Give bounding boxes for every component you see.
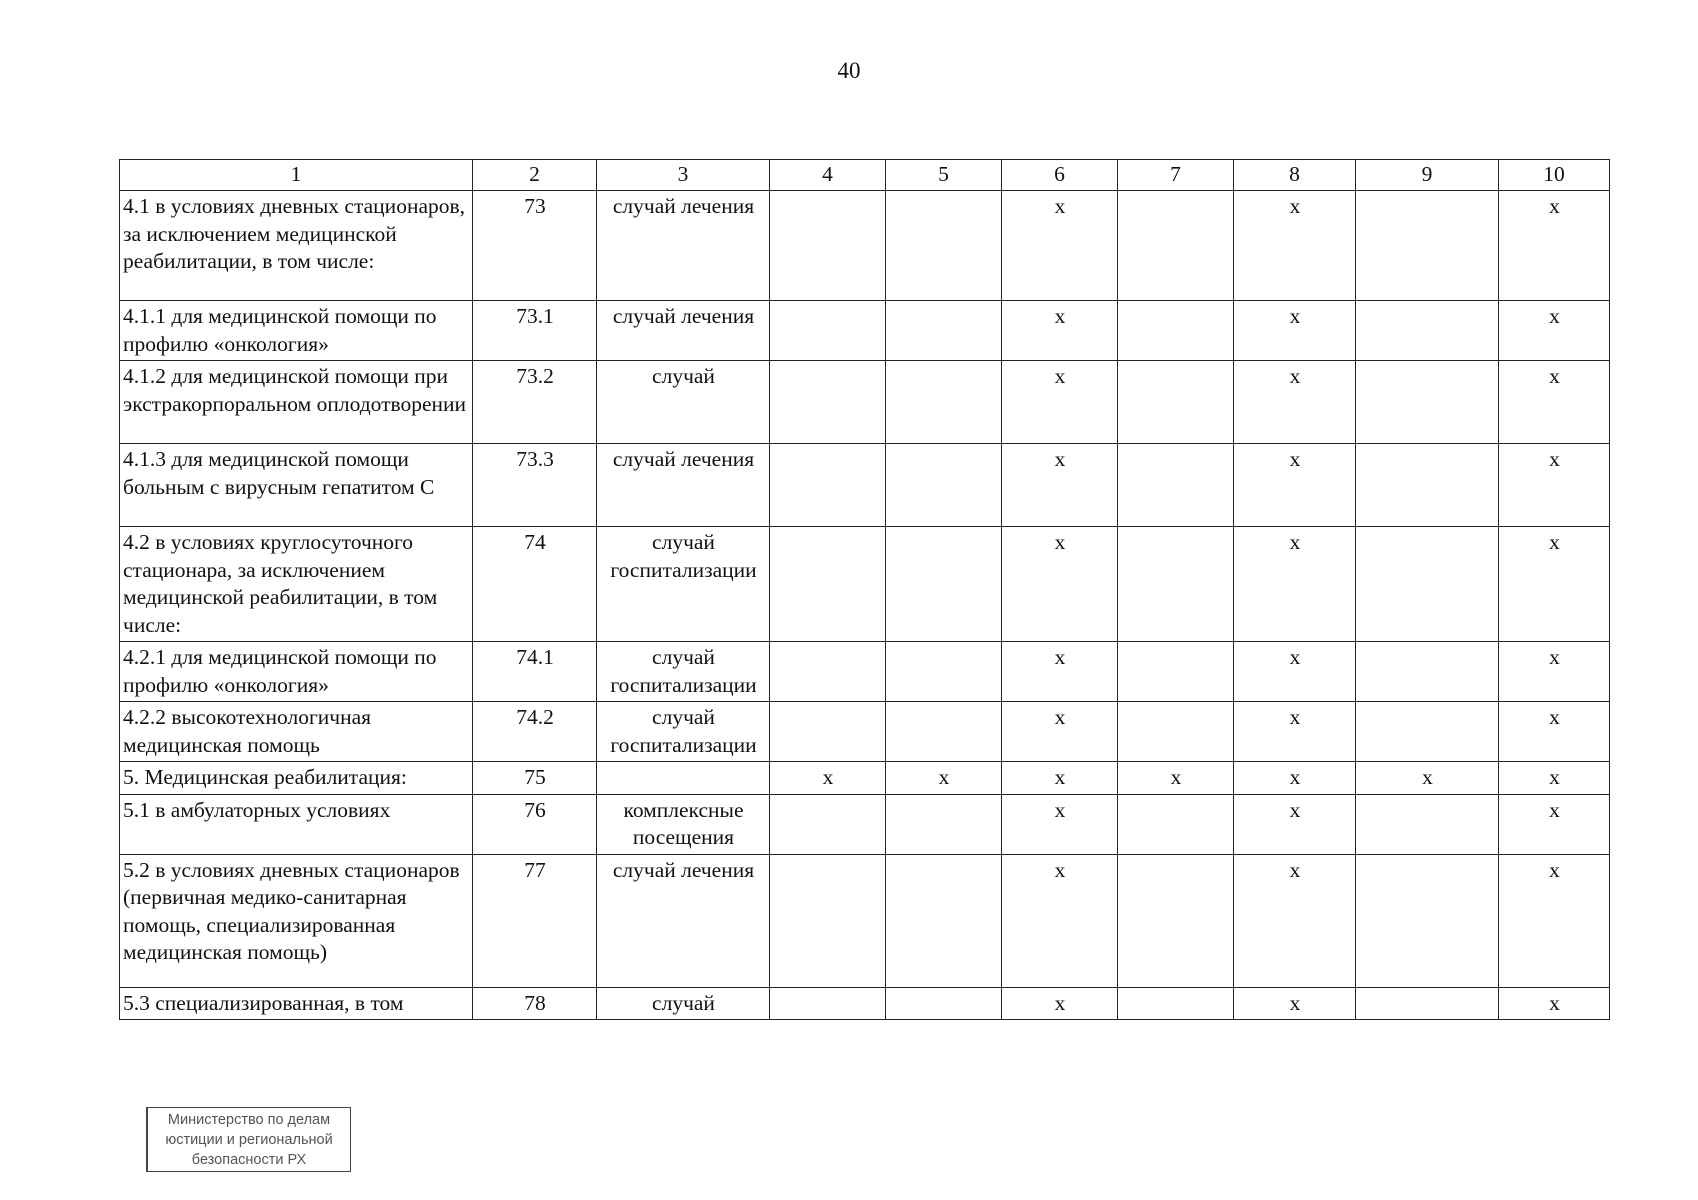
row-code-cell: 75 [473, 762, 597, 795]
value-cell: х [1499, 527, 1610, 642]
value-cell: х [1234, 361, 1356, 444]
value-cell [1118, 527, 1234, 642]
value-cell: х [1356, 762, 1499, 795]
page-number: 40 [837, 58, 861, 83]
row-code-cell: 73 [473, 191, 597, 301]
value-cell: х [1499, 301, 1610, 361]
row-name-cell: 5.3 специализированная, в том [120, 987, 473, 1020]
value-cell: х [1499, 642, 1610, 702]
table-row [120, 987, 1610, 1020]
table-body [120, 191, 1610, 1020]
value-cell: х [1234, 444, 1356, 527]
value-cell [886, 527, 1002, 642]
column-header: 9 [1356, 160, 1499, 191]
value-cell: х [1499, 794, 1610, 854]
value-cell [770, 702, 886, 762]
row-name-cell: 4.2.1 для медицинской помощи по профилю «онкология» [120, 642, 473, 702]
value-cell: х [1002, 762, 1118, 795]
value-cell [1118, 191, 1234, 301]
value-cell: х [886, 762, 1002, 795]
table-row [120, 642, 1610, 702]
value-cell: х [1499, 854, 1610, 987]
row-unit-cell: случай лечения [597, 444, 770, 527]
value-cell [1356, 191, 1499, 301]
value-cell: х [1002, 642, 1118, 702]
value-cell: х [1002, 854, 1118, 987]
value-cell [770, 527, 886, 642]
value-cell [886, 854, 1002, 987]
value-cell [770, 794, 886, 854]
value-cell: х [1234, 702, 1356, 762]
table-row [120, 191, 1610, 301]
value-cell [1356, 702, 1499, 762]
value-cell [770, 301, 886, 361]
row-code-cell: 74.1 [473, 642, 597, 702]
value-cell [1118, 702, 1234, 762]
value-cell [1118, 987, 1234, 1020]
value-cell [1118, 794, 1234, 854]
value-cell [770, 444, 886, 527]
value-cell: х [1002, 794, 1118, 854]
value-cell [886, 794, 1002, 854]
table-row [120, 527, 1610, 642]
stamp-line: безопасности РХ [191, 1152, 307, 1168]
value-cell [1118, 642, 1234, 702]
row-unit-cell: комплексные посещения [597, 794, 770, 854]
row-unit-cell: случай лечения [597, 301, 770, 361]
row-unit-cell: случай [597, 987, 770, 1020]
value-cell [1356, 301, 1499, 361]
value-cell [770, 987, 886, 1020]
value-cell: х [1118, 762, 1234, 795]
row-unit-cell: случай госпитализации [597, 702, 770, 762]
value-cell: х [1499, 444, 1610, 527]
column-header: 4 [770, 160, 886, 191]
row-name-cell: 5.2 в условиях дневных стационаров (первичная медико-санитарная помощь, специализированная медицинская помощь) [120, 854, 473, 987]
stamp-line: Министерство по делам [167, 1112, 331, 1128]
value-cell [886, 702, 1002, 762]
row-unit-cell: случай лечения [597, 191, 770, 301]
value-cell [886, 191, 1002, 301]
table-row [120, 444, 1610, 527]
column-header: 7 [1118, 160, 1234, 191]
data-table [119, 159, 1610, 1020]
value-cell [1118, 444, 1234, 527]
value-cell: х [1234, 527, 1356, 642]
row-name-cell: 5.1 в амбулаторных условиях [120, 794, 473, 854]
value-cell: х [1234, 987, 1356, 1020]
row-name-cell: 4.1.3 для медицинской помощи больным с вирусным гепатитом С [120, 444, 473, 527]
value-cell: х [1499, 361, 1610, 444]
column-header: 2 [473, 160, 597, 191]
row-code-cell: 77 [473, 854, 597, 987]
row-code-cell: 74.2 [473, 702, 597, 762]
ministry-stamp [146, 1107, 351, 1172]
value-cell [1118, 854, 1234, 987]
value-cell: х [1002, 987, 1118, 1020]
value-cell [1118, 301, 1234, 361]
value-cell: х [1002, 361, 1118, 444]
value-cell [770, 191, 886, 301]
stamp-line: юстиции и региональной [165, 1132, 333, 1148]
value-cell: х [1499, 987, 1610, 1020]
value-cell [1356, 361, 1499, 444]
value-cell [1356, 527, 1499, 642]
value-cell: х [1002, 191, 1118, 301]
table-row [120, 854, 1610, 987]
row-unit-cell: случай лечения [597, 854, 770, 987]
value-cell: х [1234, 642, 1356, 702]
row-name-cell: 5. Медицинская реабилитация: [120, 762, 473, 795]
value-cell: х [1234, 301, 1356, 361]
value-cell: х [1002, 301, 1118, 361]
row-unit-cell: случай госпитализации [597, 642, 770, 702]
value-cell: х [1234, 762, 1356, 795]
row-code-cell: 73.3 [473, 444, 597, 527]
table-row [120, 301, 1610, 361]
row-unit-cell: случай госпитализации [597, 527, 770, 642]
table-row [120, 762, 1610, 795]
value-cell: х [1234, 191, 1356, 301]
value-cell: х [1499, 762, 1610, 795]
value-cell [886, 444, 1002, 527]
value-cell [1356, 642, 1499, 702]
row-code-cell: 73.1 [473, 301, 597, 361]
column-header: 1 [120, 160, 473, 191]
column-header: 8 [1234, 160, 1356, 191]
table-row [120, 794, 1610, 854]
value-cell [886, 361, 1002, 444]
value-cell [1356, 854, 1499, 987]
row-name-cell: 4.2.2 высокотехнологичная медицинская помощь [120, 702, 473, 762]
column-header: 6 [1002, 160, 1118, 191]
value-cell: х [1002, 444, 1118, 527]
row-code-cell: 73.2 [473, 361, 597, 444]
value-cell [1356, 444, 1499, 527]
row-name-cell: 4.1.1 для медицинской помощи по профилю «онкология» [120, 301, 473, 361]
row-name-cell: 4.1.2 для медицинской помощи при экстракорпоральном оплодотворении [120, 361, 473, 444]
value-cell [1356, 794, 1499, 854]
row-unit-cell [597, 762, 770, 795]
row-unit-cell: случай [597, 361, 770, 444]
value-cell [1118, 361, 1234, 444]
value-cell [770, 361, 886, 444]
value-cell [770, 854, 886, 987]
value-cell [886, 301, 1002, 361]
value-cell [886, 987, 1002, 1020]
row-code-cell: 74 [473, 527, 597, 642]
table-row [120, 361, 1610, 444]
value-cell [1356, 987, 1499, 1020]
table-row [120, 702, 1610, 762]
row-code-cell: 78 [473, 987, 597, 1020]
value-cell [770, 642, 886, 702]
column-header: 3 [597, 160, 770, 191]
row-name-cell: 4.2 в условиях круглосуточного стационара, за исключением медицинской реабилитации, в том числе: [120, 527, 473, 642]
value-cell: х [1234, 794, 1356, 854]
value-cell: х [1499, 702, 1610, 762]
header-row [120, 160, 1610, 191]
value-cell: х [1002, 702, 1118, 762]
column-header: 5 [886, 160, 1002, 191]
value-cell: х [770, 762, 886, 795]
value-cell: х [1499, 191, 1610, 301]
row-name-cell: 4.1 в условиях дневных стационаров, за исключением медицинской реабилитации, в том числе: [120, 191, 473, 301]
value-cell: х [1234, 854, 1356, 987]
value-cell [886, 642, 1002, 702]
column-header: 10 [1499, 160, 1610, 191]
row-code-cell: 76 [473, 794, 597, 854]
value-cell: х [1002, 527, 1118, 642]
